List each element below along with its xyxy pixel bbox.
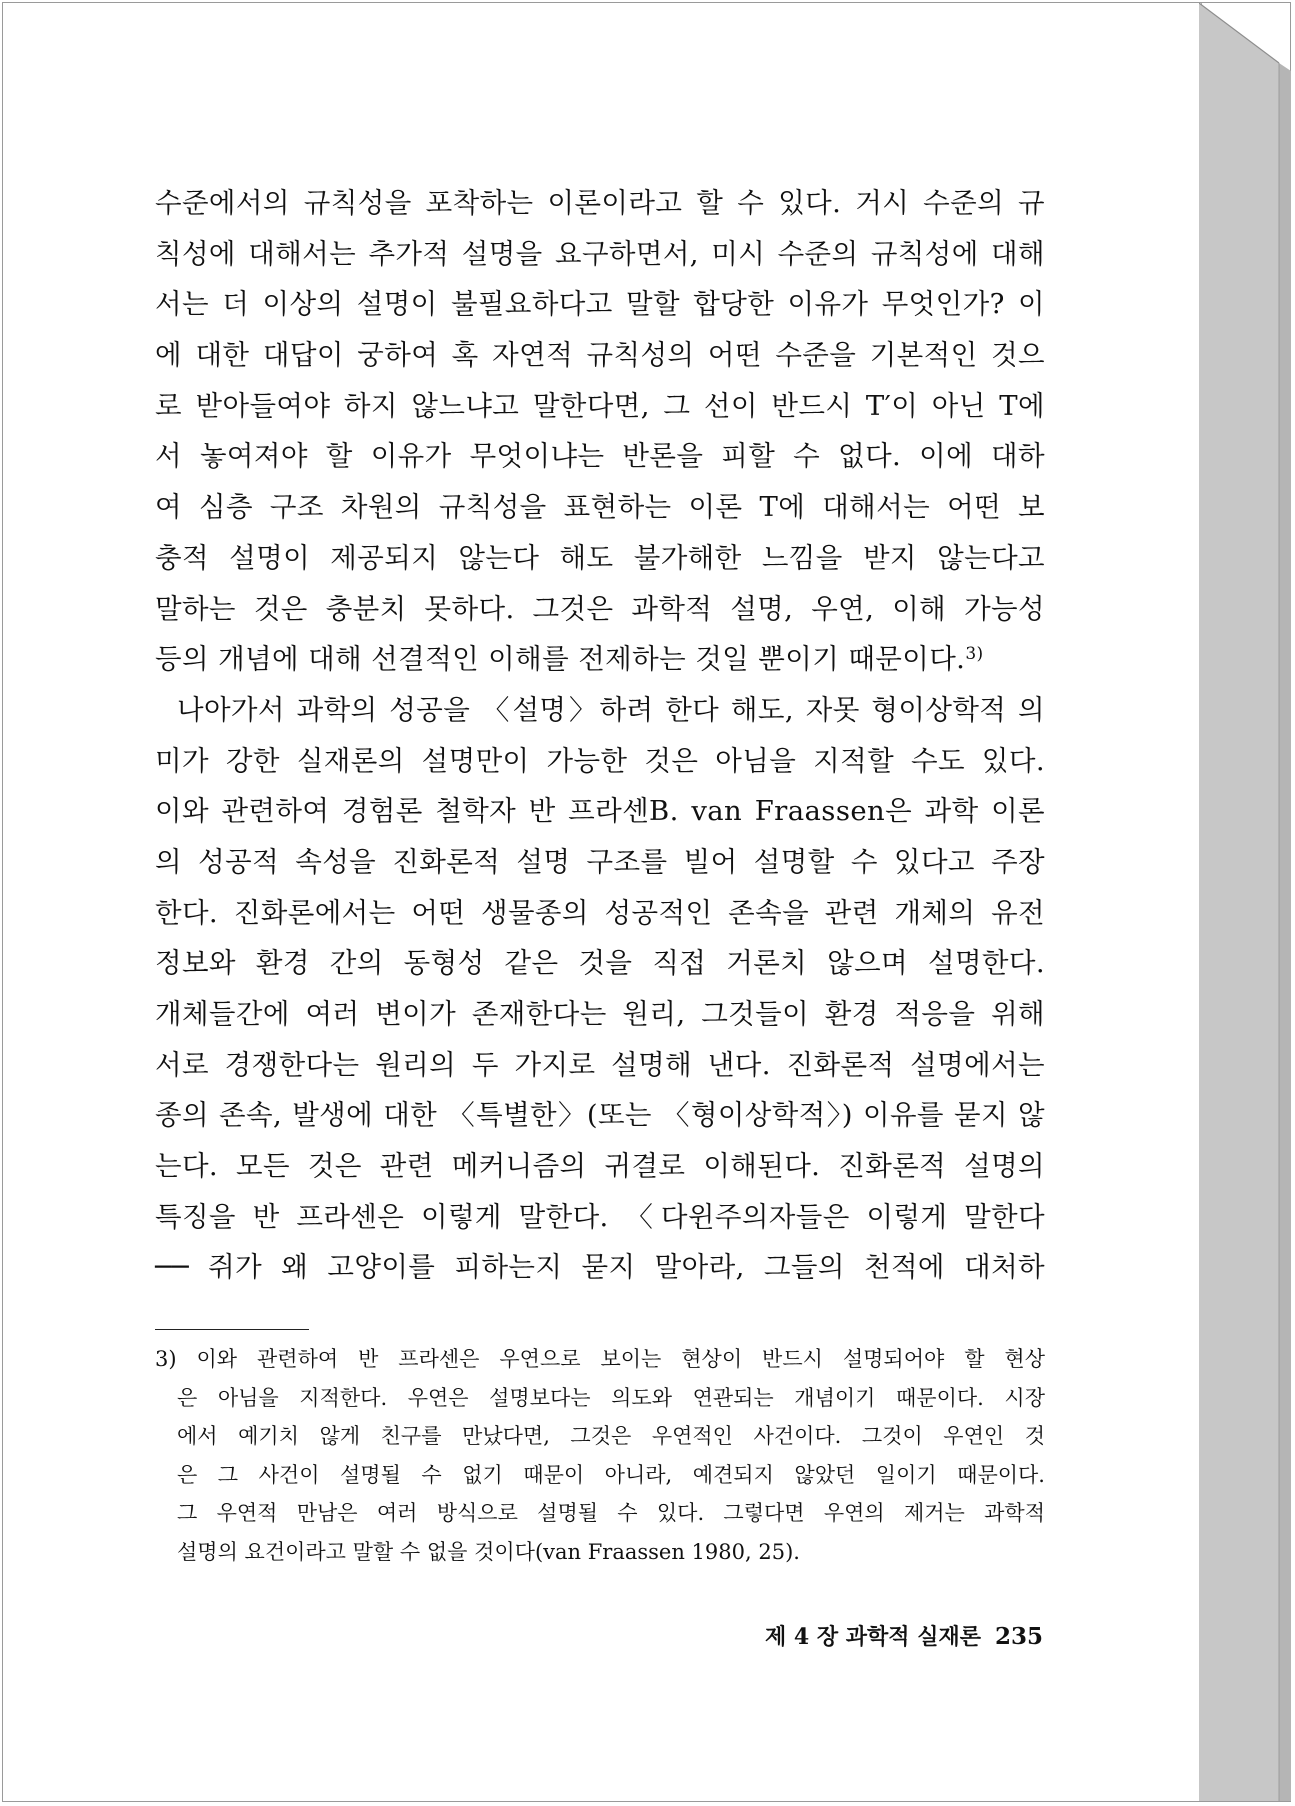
body-line: 종의 존속, 발생에 대한 〈특별한〉(또는 〈형이상학적〉) 이유를 묻지 않 <box>155 1099 1045 1132</box>
footnote-line: 은 그 사건이 설명될 수 없기 때문이 아니라, 예견되지 않았던 일이기 때문이다. <box>177 1462 1045 1487</box>
body-line: 이와 관련하여 경험론 철학자 반 프라센B. van Fraassen은 과학 이론 <box>155 795 1045 828</box>
footnote <box>155 1340 1045 1571</box>
body-text <box>155 178 1045 1293</box>
body-line: 특징을 반 프라센은 이렇게 말한다. 〈다윈주의자들은 이렇게 말한다 <box>155 1200 1045 1233</box>
body-line: 는다. 모든 것은 관련 메커니즘의 귀결로 이해된다. 진화론적 설명의 <box>155 1150 1045 1183</box>
body-line: 서 놓여져야 할 이유가 무엇이냐는 반론을 피할 수 없다. 이에 대하 <box>155 440 1045 473</box>
footnote-line: 설명의 요건이라고 말할 수 없을 것이다(van Fraassen 1980, 25). <box>177 1539 800 1564</box>
page-number: 235 <box>994 1623 1043 1650</box>
body-line: 의 성공적 속성을 진화론적 설명 구조를 빌어 설명할 수 있다고 주장 <box>155 845 1045 878</box>
body-line: 정보와 환경 간의 동형성 같은 것을 직접 거론치 않으며 설명한다. <box>155 947 1045 980</box>
running-footer <box>765 1620 1043 1651</box>
book-edge <box>1199 3 1291 1801</box>
body-line: 여 심층 구조 차원의 규칙성을 표현하는 이론 T에 대해서는 어떤 보 <box>155 491 1045 524</box>
body-line: 칙성에 대해서는 추가적 설명을 요구하면서, 미시 수준의 규칙성에 대해 <box>155 237 1045 270</box>
footnote-line: 3) 이와 관련하여 반 프라센은 우연으로 보이는 현상이 반드시 설명되어야 할 현상 <box>155 1347 1045 1371</box>
body-line: 서는 더 이상의 설명이 불필요하다고 말할 합당한 이유가 무엇인가? 이 <box>155 288 1045 321</box>
body-line: 개체들간에 여러 변이가 존재한다는 원리, 그것들이 환경 적응을 위해 <box>155 998 1045 1030</box>
body-line: 미가 강한 실재론의 설명만이 가능한 것은 아님을 지적할 수도 있다. <box>155 744 1045 777</box>
chapter-title: 제 4 장 과학적 실재론 <box>765 1624 981 1650</box>
body-line: 수준에서의 규칙성을 포착하는 이론이라고 할 수 있다. 거시 수준의 규 <box>155 187 1045 219</box>
body-line: 나아가서 과학의 성공을 〈설명〉하려 한다 해도, 자못 형이상학적 의 <box>177 693 1045 726</box>
footnote-divider <box>155 1329 309 1330</box>
footnote-reference[interactable]: 3) <box>965 644 984 665</box>
body-line: 에 대한 대답이 궁하여 혹 자연적 규칙성의 어떤 수준을 기본적인 것으 <box>155 339 1045 372</box>
body-line: 충적 설명이 제공되지 않는다 해도 불가해한 느낌을 받지 않는다고 <box>155 541 1045 574</box>
body-line: 서로 경쟁한다는 원리의 두 가지로 설명해 낸다. 진화론적 설명에서는 <box>155 1048 1045 1081</box>
body-line: ── 쥐가 왜 고양이를 피하는지 묻지 말아라, 그들의 천적에 대처하 <box>155 1251 1045 1284</box>
footnote-line: 그 우연적 만남은 여러 방식으로 설명될 수 있다. 그렇다면 우연의 제거는 과학적 <box>177 1501 1045 1525</box>
footnote-line: 에서 예기치 않게 친구를 만났다면, 그것은 우연적인 사건이다. 그것이 우연인 것 <box>177 1424 1045 1448</box>
body-line <box>155 634 1045 685</box>
footnote-line: 은 아님을 지적한다. 우연은 설명보다는 의도와 연관되는 개념이기 때문이다. 시장 <box>177 1385 1045 1410</box>
body-line: 로 받아들여야 하지 않느냐고 말한다면, 그 선이 반드시 T′이 아닌 T에 <box>155 389 1045 422</box>
body-line-text: 등의 개념에 대해 선결적인 이해를 전제하는 것일 뿐이기 때문이다. <box>155 643 966 676</box>
body-line: 말하는 것은 충분치 못하다. 그것은 과학적 설명, 우연, 이해 가능성 <box>155 592 1045 625</box>
body-line: 한다. 진화론에서는 어떤 생물종의 성공적인 존속을 관련 개체의 유전 <box>155 896 1045 929</box>
